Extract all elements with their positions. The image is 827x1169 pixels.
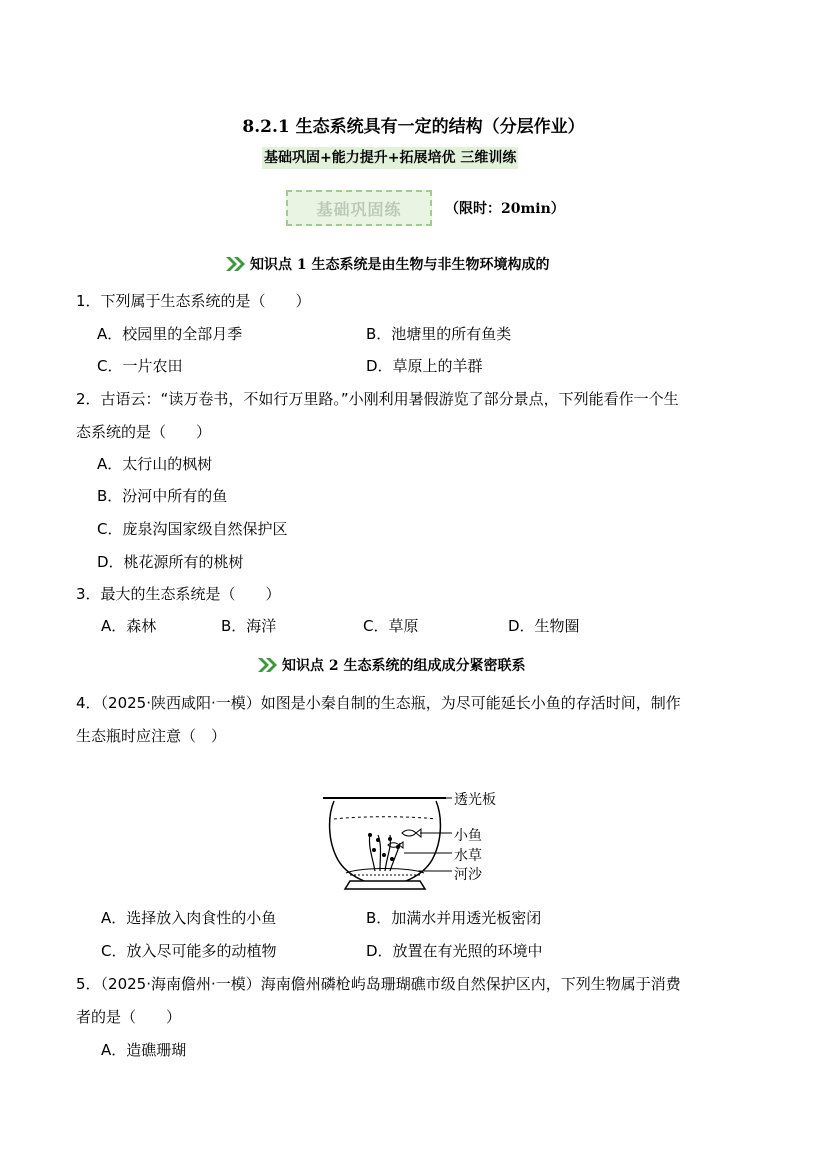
question-1-option-c[interactable]: C．一片农田 <box>97 357 183 375</box>
question-4-stem-line-1: 4．（2025·陕西咸阳·一模）如图是小秦自制的生态瓶，为尽可能延长小鱼的存活时间，制作 <box>76 694 681 712</box>
time-limit: （限时：20min） <box>445 201 565 217</box>
question-2-stem-line-1: 2．古语云：“读万卷书，不如行万里路。”小刚利用暑假游览了部分景点，下列能看作一个生 <box>76 390 679 408</box>
page-title: 8.2.1 生态系统具有一定的结构（分层作业） <box>242 117 585 137</box>
question-4-option-a[interactable]: A．选择放入肉食性的小鱼 <box>101 909 277 927</box>
question-5-stem-line-1: 5．（2025·海南儋州·一模）海南儋州磷枪屿岛珊瑚礁市级自然保护区内，下列生物属于消费 <box>76 975 681 993</box>
question-3-option-a[interactable]: A．森林 <box>101 617 157 635</box>
figure-label-water-plant: 水草 <box>454 848 482 864</box>
question-2-option-b[interactable]: B．汾河中所有的鱼 <box>97 487 228 505</box>
question-5-stem-line-2: 者的是（ ） <box>76 1008 182 1026</box>
question-3-option-b[interactable]: B．海洋 <box>221 617 277 635</box>
bowl-base <box>345 881 425 889</box>
question-1-option-d[interactable]: D．草原上的羊群 <box>366 357 483 375</box>
section-heading-1 <box>226 254 550 274</box>
section-heading-label: 知识点 1 生态系统是由生物与非生物环境构成的 <box>250 257 550 273</box>
double-arrow-icon <box>258 658 278 672</box>
question-2-option-d[interactable]: D．桃花源所有的桃树 <box>97 553 244 571</box>
question-3-option-c[interactable]: C．草原 <box>363 617 419 635</box>
fish-1 <box>402 829 421 837</box>
page-subtitle: 基础巩固+能力提升+拓展培优 三维训练 <box>262 147 518 169</box>
figure-label-fish: 小鱼 <box>454 828 482 844</box>
question-4-stem-line-2: 生态瓶时应注意（ ） <box>76 727 227 745</box>
double-arrow-icon <box>226 257 246 271</box>
section-heading-label: 知识点 2 生态系统的组成成分紧密联系 <box>282 658 526 674</box>
question-4-option-b[interactable]: B．加满水并用透光板密闭 <box>366 909 542 927</box>
figure-label-sand: 河沙 <box>454 867 482 883</box>
question-3-stem: 3．最大的生态系统是（ ） <box>76 585 281 603</box>
question-1-stem: 1．下列属于生态系统的是（ ） <box>76 292 311 310</box>
question-2-stem-line-2: 态系统的是（ ） <box>76 423 212 441</box>
question-1-option-a[interactable]: A．校园里的全部月季 <box>97 325 243 343</box>
water-plant <box>369 833 400 871</box>
question-2-option-a[interactable]: A．太行山的枫树 <box>97 455 213 473</box>
question-5-option-a[interactable]: A．造礁珊瑚 <box>101 1041 187 1059</box>
question-2-option-c[interactable]: C．庞泉沟国家级自然保护区 <box>97 520 288 538</box>
question-1-option-b[interactable]: B．池塘里的所有鱼类 <box>366 325 512 343</box>
question-3-option-d[interactable]: D．生物圈 <box>508 617 580 635</box>
ecological-bottle-figure <box>320 785 520 895</box>
figure-label-transparent-board: 透光板 <box>454 792 496 808</box>
section-heading-2 <box>258 655 526 675</box>
section-badge: 基础巩固练 <box>286 190 432 226</box>
question-4-option-c[interactable]: C．放入尽可能多的动植物 <box>101 942 277 960</box>
question-4-option-d[interactable]: D．放置在有光照的环境中 <box>366 942 543 960</box>
